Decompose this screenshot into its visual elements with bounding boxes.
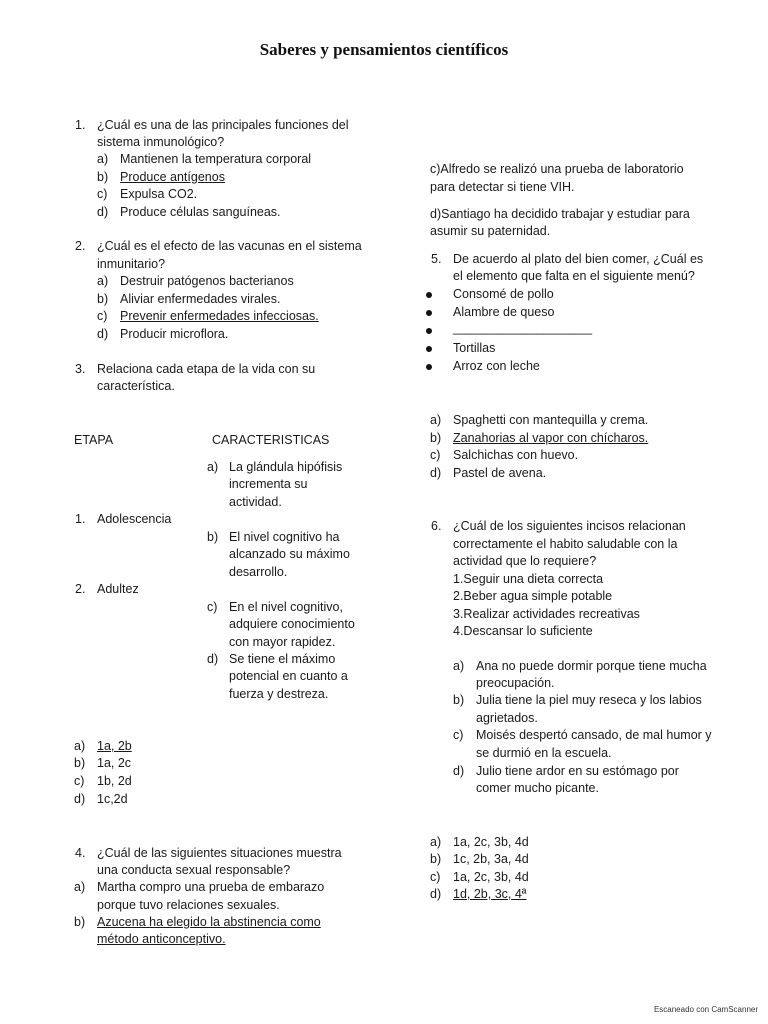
case-label: d): [453, 764, 465, 778]
menu-item: Consomé de pollo: [453, 287, 554, 301]
question-stem-line: ¿Cuál de los siguientes incisos relacionan: [453, 519, 686, 533]
menu-item: Tortillas: [453, 341, 496, 355]
question-number: 5.: [431, 252, 442, 266]
question-number: 3.: [75, 362, 86, 376]
answer-text: 1c,2d: [97, 792, 128, 806]
option-label: b): [430, 431, 442, 445]
case-line: Julia tiene la piel muy reseca y los labios: [476, 693, 702, 707]
case-line: Ana no puede dormir porque tiene mucha: [476, 659, 707, 673]
caract-line: La glándula hipófisis: [229, 460, 343, 474]
case-line: preocupación.: [476, 676, 555, 690]
caract-line: El nivel cognitivo ha: [229, 530, 340, 544]
question-stem-line: correctamente el habito saludable con la: [453, 537, 678, 551]
bullet-icon: [426, 346, 432, 352]
caract-label: d): [207, 652, 219, 666]
question-stem-line: actividad que lo requiere?: [453, 554, 597, 568]
option-text: Pastel de avena.: [453, 466, 547, 480]
caract-line: con mayor rapidez.: [229, 635, 336, 649]
etapa-number: 2.: [75, 582, 86, 596]
answer-label: a): [430, 835, 442, 849]
question-stem-line: ¿Cuál es una de las principales funciones del: [97, 118, 349, 132]
question-number: 4.: [75, 846, 86, 860]
option-text: Spaghetti con mantequilla y crema.: [453, 413, 649, 427]
option-label: c): [97, 309, 108, 323]
caract-line: adquiere conocimiento: [229, 617, 355, 631]
option-line: asumir su paternidad.: [430, 224, 551, 238]
menu-item-blank: ____________________: [453, 321, 593, 335]
question-stem-line: característica.: [97, 379, 175, 393]
case-line: Julio tiene ardor en su estómago por: [476, 764, 679, 778]
question-stem-line: una conducta sexual responsable?: [97, 863, 291, 877]
habit-item: 4.Descansar lo suficiente: [453, 624, 593, 638]
caract-line: desarrollo.: [229, 565, 288, 579]
caract-label: c): [207, 600, 218, 614]
question-number: 6.: [431, 519, 442, 533]
habit-item: 1.Seguir una dieta correcta: [453, 572, 604, 586]
case-line: Moisés despertó cansado, de mal humor y: [476, 728, 712, 742]
answer-label: d): [430, 887, 442, 901]
menu-item: Arroz con leche: [453, 359, 540, 373]
answer-text: 1a, 2c, 3b, 4d: [453, 835, 529, 849]
option-label: a): [74, 880, 86, 894]
option-text: Produce células sanguíneas.: [120, 205, 281, 219]
answer-label: a): [74, 739, 86, 753]
bullet-icon: [426, 364, 432, 370]
etapa-text: Adultez: [97, 582, 139, 596]
option-text: Destruir patógenos bacterianos: [120, 274, 294, 288]
bullet-icon: [426, 292, 432, 298]
question-stem-line: sistema inmunológico?: [97, 135, 225, 149]
answer-text: 1c, 2b, 3a, 4d: [453, 852, 529, 866]
answer-text: 1a, 2c: [97, 756, 132, 770]
caract-line: En el nivel cognitivo,: [229, 600, 343, 614]
question-stem-line: inmunitario?: [97, 257, 166, 271]
case-line: se durmió en la escuela.: [476, 746, 612, 760]
question-stem-line: el elemento que falta en el siguiente menú?: [453, 269, 695, 283]
column-header-caracteristicas: CARACTERISTICAS: [212, 433, 330, 447]
caract-line: fuerza y destreza.: [229, 687, 329, 701]
answer-text-marked: 1a, 2b: [97, 739, 132, 753]
answer-label: b): [74, 756, 86, 770]
option-text: Mantienen la temperatura corporal: [120, 152, 312, 166]
menu-item: Alambre de queso: [453, 305, 555, 319]
option-label: c): [97, 187, 108, 201]
option-line: para detectar si tiene VIH.: [430, 180, 575, 194]
option-line-marked: Azucena ha elegido la abstinencia como: [97, 915, 321, 929]
option-text-marked: Produce antígenos: [120, 170, 225, 184]
case-label: c): [453, 728, 464, 742]
bullet-icon: [426, 310, 432, 316]
answer-label: c): [430, 870, 441, 884]
habit-item: 2.Beber agua simple potable: [453, 589, 613, 603]
column-header-etapa: ETAPA: [74, 433, 114, 447]
caract-line: potencial en cuanto a: [229, 669, 348, 683]
option-line: c)Alfredo se realizó una prueba de laboratorio: [430, 162, 684, 176]
option-text: Salchichas con huevo.: [453, 448, 579, 462]
option-line: Martha compro una prueba de embarazo: [97, 880, 325, 894]
option-text-marked: Zanahorias al vapor con chícharos.: [453, 431, 649, 445]
answer-text: 1b, 2d: [97, 774, 132, 788]
case-line: comer mucho picante.: [476, 781, 599, 795]
caract-label: b): [207, 530, 219, 544]
question-stem-line: ¿Cuál de las siguientes situaciones muestra: [97, 846, 342, 860]
option-line: d)Santiago ha decidido trabajar y estudiar para: [430, 207, 690, 221]
option-label: a): [97, 274, 109, 288]
option-line-marked: método anticonceptivo.: [97, 932, 226, 946]
etapa-number: 1.: [75, 512, 86, 526]
case-line: agrietados.: [476, 711, 538, 725]
option-label: b): [74, 915, 86, 929]
option-label: c): [430, 448, 441, 462]
answer-label: d): [74, 792, 86, 806]
option-label: a): [430, 413, 442, 427]
option-label: a): [97, 152, 109, 166]
option-label: d): [97, 205, 109, 219]
answer-label: b): [430, 852, 442, 866]
case-label: b): [453, 693, 465, 707]
answer-text: 1a, 2c, 3b, 4d: [453, 870, 529, 884]
question-number: 2.: [75, 239, 86, 253]
caract-line: incrementa su: [229, 477, 308, 491]
question-stem-line: De acuerdo al plato del bien comer, ¿Cuál es: [453, 252, 704, 266]
option-label: d): [430, 466, 442, 480]
caract-label: a): [207, 460, 219, 474]
option-text: Aliviar enfermedades virales.: [120, 292, 281, 306]
option-line: porque tuvo relaciones sexuales.: [97, 898, 280, 912]
bullet-icon: [426, 328, 432, 334]
option-label: b): [97, 292, 109, 306]
option-label: b): [97, 170, 109, 184]
caract-line: actividad.: [229, 495, 282, 509]
answer-text-marked: 1d, 2b, 3c, 4ª: [453, 887, 527, 901]
page-title: Saberes y pensamientos científicos: [259, 40, 509, 59]
caract-line: alcanzado su máximo: [229, 547, 350, 561]
answer-label: c): [74, 774, 85, 788]
option-text: Expulsa CO2.: [120, 187, 198, 201]
scanner-watermark: Escaneado con CamScanner: [653, 1005, 758, 1014]
etapa-text: Adolescencia: [97, 512, 172, 526]
habit-item: 3.Realizar actividades recreativas: [453, 607, 640, 621]
option-text: Producir microflora.: [120, 327, 229, 341]
option-label: d): [97, 327, 109, 341]
caract-line: Se tiene el máximo: [229, 652, 336, 666]
question-stem-line: ¿Cuál es el efecto de las vacunas en el sistema: [97, 239, 362, 253]
case-label: a): [453, 659, 465, 673]
question-stem-line: Relaciona cada etapa de la vida con su: [97, 362, 316, 376]
option-text-marked: Prevenir enfermedades infecciosas.: [120, 309, 319, 323]
question-number: 1.: [75, 118, 86, 132]
